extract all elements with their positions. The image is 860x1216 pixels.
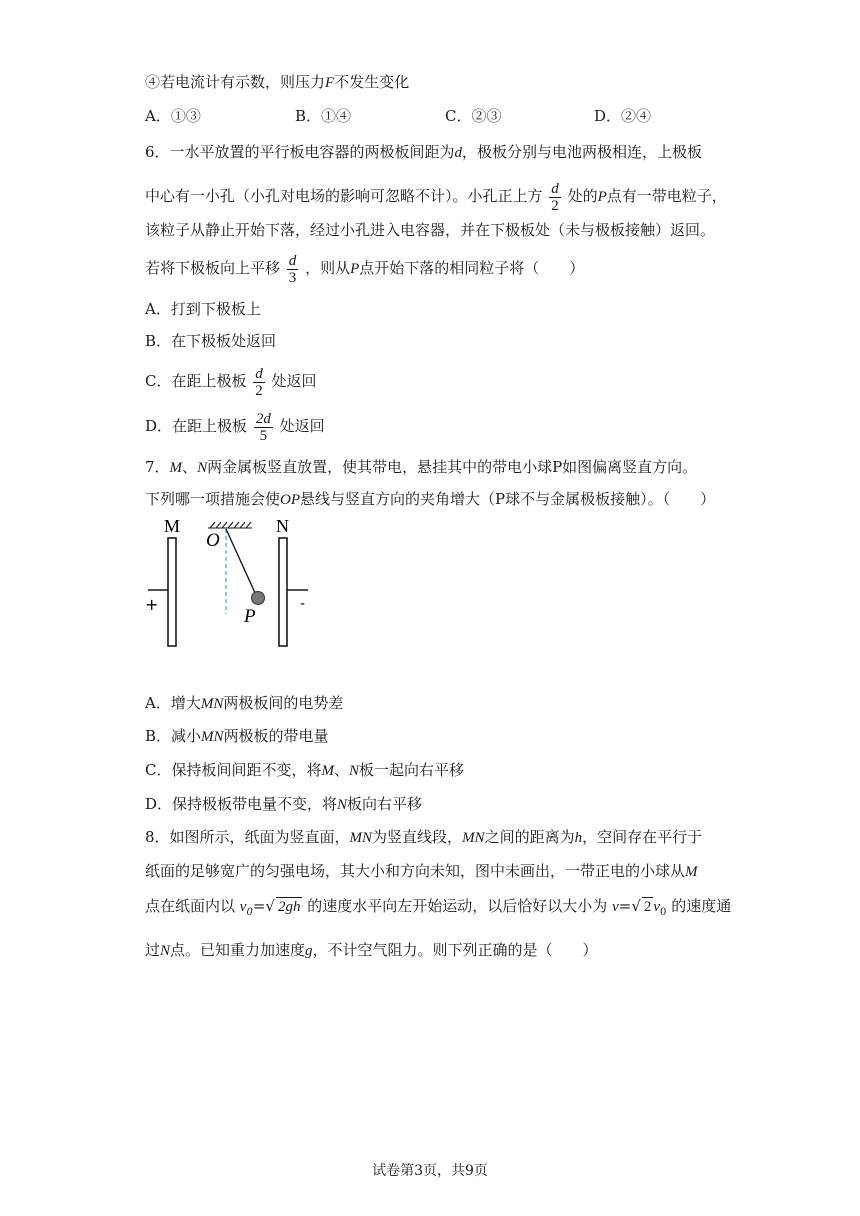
q7-line-2: 下列哪一项措施会使OP悬线与竖直方向的夹角增大（P球不与金属极板接触）。（ ） — [145, 490, 716, 508]
q5-option-b[interactable]: B．①④ — [295, 107, 352, 125]
q6-line-2: 中心有一小孔（小孔对电场的影响可忽略不计）。小孔正上方 $\frac{d}{2}$ 处的P点有一带电粒子， — [145, 180, 727, 214]
fraction-d-over-2: $\frac{d}{2}$ — [551, 180, 559, 214]
q5-option-d[interactable]: D．②④ — [594, 107, 652, 125]
q7-option-b[interactable]: B．减小MN两极板的带电量 — [145, 727, 329, 745]
q6-option-b[interactable]: B．在下极板处返回 — [145, 332, 277, 350]
q7-figure — [140, 512, 330, 657]
q6-line-3: 该粒子从静止开始下落，经过小孔进入电容器，并在下极板处（未与极板接触）返回。 — [145, 221, 716, 239]
label-M: M — [164, 516, 181, 536]
q8-line-2: 纸面的足够宽广的匀强电场，其大小和方向未知，图中未画出，一带正电的小球从M — [145, 862, 698, 880]
q6-option-d[interactable]: D．在距上极板 $\frac{2d}{5}$ 处返回 — [145, 410, 325, 444]
fraction-d-over-2: $\frac{d}{2}$ — [255, 365, 263, 399]
ceiling-hatch — [208, 522, 252, 528]
label-O: O — [206, 530, 220, 551]
minus-sign: - — [300, 596, 306, 612]
q6-option-a[interactable]: A．打到下极板上 — [145, 300, 261, 318]
page-footer: 试卷第3页，共9页 — [372, 1163, 488, 1179]
q6-line-4: 若将下极板向上平移 $\frac{d}{3}$ ，则从P点开始下落的相同粒子将（ ） — [145, 252, 585, 286]
plate-M — [168, 538, 176, 646]
label-P: P — [244, 606, 256, 627]
ball-P — [252, 592, 265, 605]
q8-line-4: 过N点。已知重力加速度g，不计空气阻力。则下列正确的是（ ） — [145, 941, 598, 959]
q7-option-a[interactable]: A．增大MN两极板间的电势差 — [145, 694, 344, 712]
q7-option-c[interactable]: C．保持板间间距不变，将M、N板一起向右平移 — [145, 761, 465, 779]
fraction-2d-over-5: $\frac{2d}{5}$ — [255, 410, 271, 444]
sqrt-2gh: 2gh — [277, 899, 301, 915]
q6-line-1: 6．一水平放置的平行板电容器的两极板间距为d，极板分别与电池两极相连，上极板 — [145, 143, 703, 161]
string-OP — [226, 529, 256, 595]
q6-option-c[interactable]: C．在距上极板 $\frac{d}{2}$ 处返回 — [145, 365, 317, 399]
q7-option-d[interactable]: D．保持极板带电量不变，将N板向右平移 — [145, 795, 423, 813]
label-N: N — [276, 516, 289, 536]
q5-option-c[interactable]: C．②③ — [445, 107, 502, 125]
sqrt-2: 2 — [643, 899, 652, 915]
plus-sign: + — [145, 595, 159, 614]
fraction-d-over-3: $\frac{d}{3}$ — [288, 252, 297, 286]
statement-4: ④若电流计有示数，则压力F不发生变化 — [145, 73, 410, 91]
q5-option-a[interactable]: A．①③ — [145, 107, 201, 125]
q8-line-3: 点在纸面内以 $v_0=√$ 2gh 的速度水平向左开始运动，以后恰好以大小为 v=√ 2 $v_0$ 的速度通 — [145, 897, 732, 918]
plate-N — [279, 538, 287, 646]
q8-line-1: 8．如图所示，纸面为竖直面，MN为竖直线段，MN之间的距离为h，空间存在平行于 — [145, 828, 703, 846]
q7-line-1: 7．M、N两金属板竖直放置，使其带电，悬挂其中的带电小球P如图偏离竖直方向。 — [145, 458, 698, 476]
